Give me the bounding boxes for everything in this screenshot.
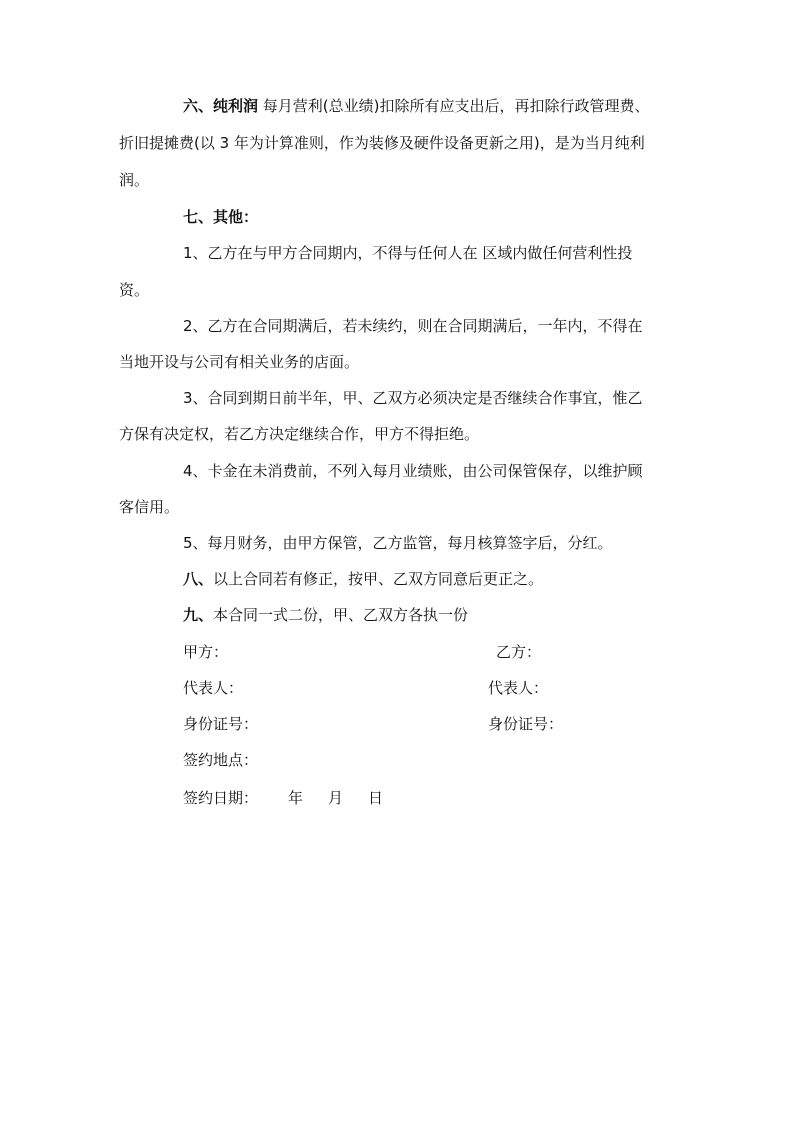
item-2-line-2: 当地开设与公司有相关业务的店面。 (119, 353, 360, 371)
rep-b-label: 代表人： (488, 679, 549, 697)
id-b-label: 身份证号： (488, 715, 564, 733)
date-month: 月 (328, 789, 344, 807)
id-a-label: 身份证号： (183, 715, 259, 733)
item-3-line-2: 方保有决定权，若乙方决定继续合作，甲方不得拒绝。 (119, 425, 480, 443)
section-8-text: 以上合同若有修正，按甲、乙双方同意后更正之。 (213, 570, 544, 588)
section-9 (183, 605, 468, 625)
item-2-line-1: 2、乙方在合同期满后，若未续约，则在合同期满后，一年内，不得在 (183, 317, 643, 335)
item-4-line-1: 4、卡金在未消费前，不列入每月业绩账，由公司保管保存，以维护顾 (183, 462, 643, 480)
rep-a-label: 代表人： (183, 679, 244, 697)
section-6-line-1 (183, 96, 650, 116)
section-6-text-1: 每月营利(总业绩)扣除所有应支出后，再扣除行政管理费、 (262, 97, 650, 115)
date-label: 签约日期： (183, 789, 259, 807)
place-label: 签约地点： (183, 751, 259, 769)
section-8-heading: 八、 (183, 570, 214, 588)
section-7-heading: 七、其他： (183, 208, 259, 226)
party-a-label: 甲方： (183, 643, 229, 661)
section-6-heading: 六、纯利润 (183, 97, 259, 115)
date-year: 年 (288, 789, 304, 807)
section-6-line-3: 润。 (119, 171, 150, 189)
party-b-label: 乙方： (496, 643, 542, 661)
item-3-line-1: 3、合同到期日前半年，甲、乙双方必须决定是否继续合作事宜，惟乙 (183, 389, 643, 407)
section-9-heading: 九、 (183, 606, 214, 624)
item-1-line-2: 资。 (119, 281, 150, 299)
item-5-line-1: 5、每月财务，由甲方保管，乙方监管，每月核算签字后，分红。 (183, 534, 613, 552)
item-4-line-2: 客信用。 (119, 498, 180, 516)
item-1-line-1: 1、乙方在与甲方合同期内，不得与任何人在 区域内做任何营利性投 (183, 244, 633, 262)
section-9-text: 本合同一式二份，甲、乙双方各执一份 (213, 606, 469, 624)
section-8 (183, 569, 543, 589)
date-day: 日 (368, 789, 384, 807)
section-6-line-2: 折旧提摊费(以 3 年为计算准则，作为装修及硬件设备更新之用)，是为当月纯利 (119, 134, 645, 152)
